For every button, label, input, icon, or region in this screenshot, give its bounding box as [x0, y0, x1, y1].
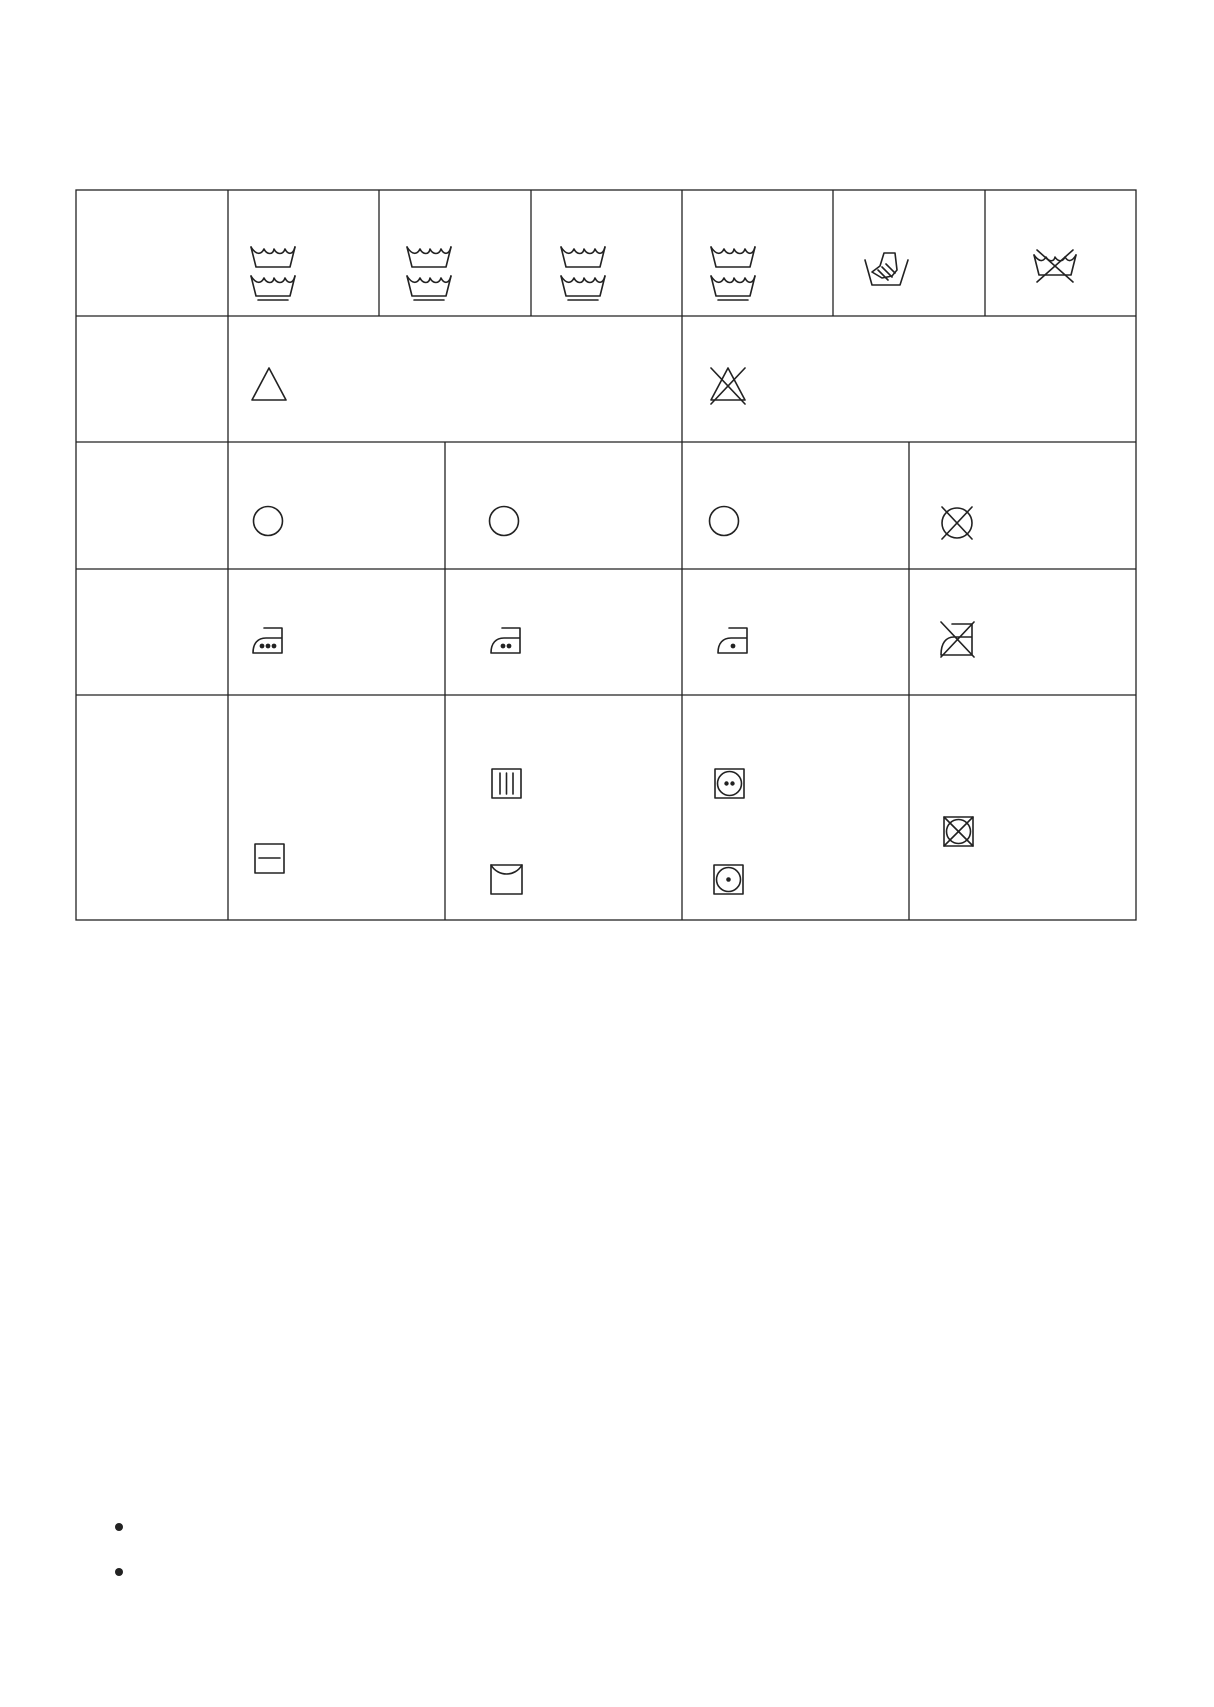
table-grid	[76, 190, 1136, 920]
list-item-bullet	[115, 1523, 123, 1531]
tumble-dry-normal-icon	[715, 769, 744, 798]
dry-flat-icon	[255, 844, 284, 873]
drip-dry-icon	[492, 769, 521, 798]
wash-gentle-icon	[561, 247, 605, 300]
bleach-allowed-icon	[252, 368, 286, 400]
dry-clean-icon	[710, 507, 739, 536]
do-not-wash-icon	[1034, 250, 1076, 282]
wash-gentle-icon	[407, 247, 451, 300]
dry-clean-icon	[254, 507, 283, 536]
do-not-iron-icon	[941, 622, 974, 657]
dry-clean-icon	[490, 507, 519, 536]
iron-medium-icon	[491, 628, 520, 653]
wash-gentle-icon	[251, 247, 295, 300]
list-item-bullet	[115, 1568, 123, 1576]
iron-low-icon	[718, 628, 747, 653]
tumble-dry-low-icon	[714, 865, 743, 894]
wash-gentle-icon	[711, 247, 755, 300]
line-dry-icon	[491, 865, 522, 894]
do-not-bleach-icon	[711, 368, 745, 404]
hand-wash-icon	[865, 253, 908, 285]
do-not-dry-clean-icon	[942, 507, 972, 539]
do-not-tumble-dry-icon	[944, 817, 973, 846]
iron-high-icon	[253, 628, 282, 653]
